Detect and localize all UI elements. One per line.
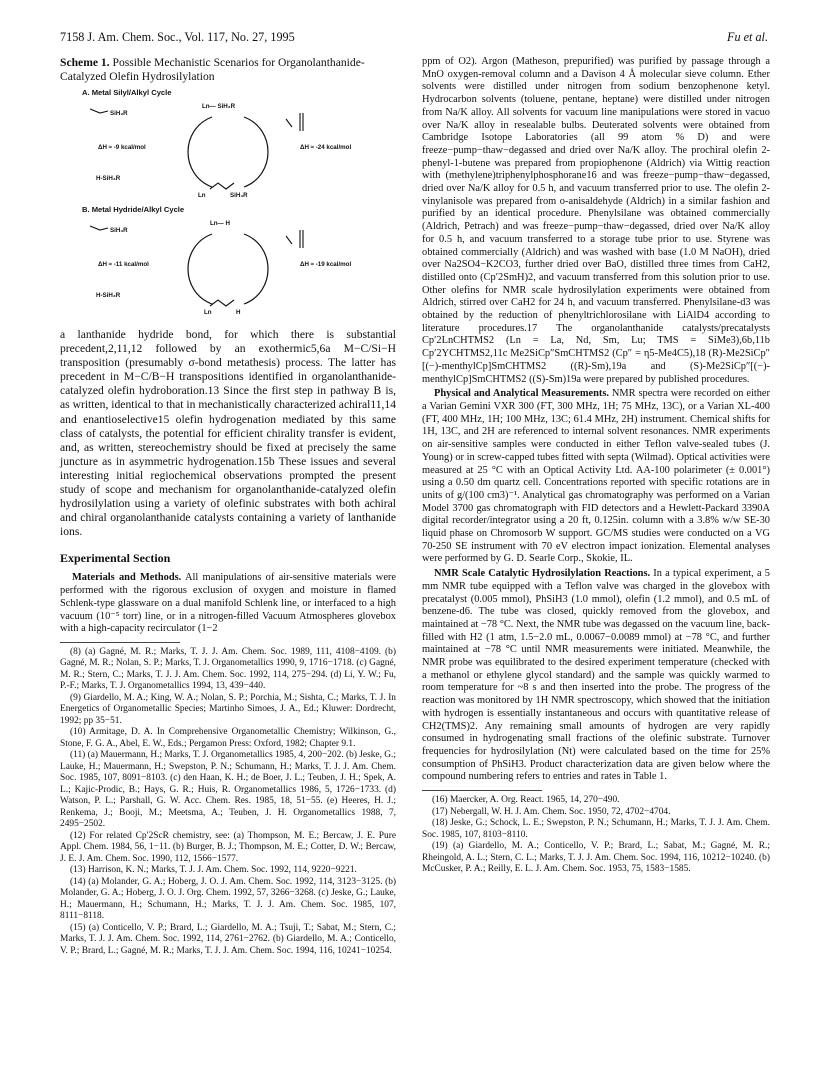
nmr-paragraph xyxy=(422,568,770,784)
footnote: (9) Giardello, M. A.; King, W. A.; Nolan, S. P.; Porchia, M.; Sishta, C.; Marks, T. J. In Energetics of Organometallic Species; Martinho Simoes, J. A., Ed.; Kluwer: Dordrecht, 1992; pp 35−51. xyxy=(60,692,396,726)
scheme-title xyxy=(60,56,396,84)
scheme-b-title: B. Metal Hydride/Alkyl Cycle xyxy=(82,205,185,214)
footnote: (13) Harrison, K. N.; Marks, T. J. J. Am. Chem. Soc. 1992, 114, 9220−9221. xyxy=(70,865,357,876)
scheme-b-bottom-ln: Ln xyxy=(204,309,212,316)
scheme-a-bottom-si: SiH₃R xyxy=(230,192,248,199)
left-column xyxy=(60,56,396,957)
footnote: (10) Armitage, D. A. In Comprehensive Organometallic Chemistry; Wilkinson, G., Stone, F. G. A., Abel, E. W., Eds.; Pergamon Press: Oxford, 1982; Chapter 9.1. xyxy=(60,727,396,749)
alkyl-sketch-bottom-b xyxy=(210,300,234,306)
materials-continued: ppm of O2). Argon (Matheson, prepurified) was purified by passage through a MnO oxygen-removal column and a Davison 4 Å molecular sieve column. Ether solvents were distilled under nitrogen from sodium benzophenone ketyl. Hydrocarbon solvents (toluene, pentane, heptane) were distilled under nitrogen from Na/K alloy. All solvents for vacuum line manipulations were stored in vacuo over Na/K alloy in resealable bulbs. Deuterated solvents were obtained from Cambridge Isotope Laboratories (all 99 atom % D) and were freeze−pump−thaw−degassed and dried over Na/K alloy. The prochiral olefin 2-phenyl-1-butene was prepared from propiophenone (Aldrich) via Wittig reaction with (methylene)triphenylphosphorane16 and was freeze−pump−thaw−degassed, dried over Na/K alloy for 0.5 h, and vacuum transferred prior to use. The olefin 2-vinylanisole was prepared from o-anisaldehyde (Aldrich) in a similar fashion and purified by an identical procedure. Phenylsilane was obtained commercially (Aldrich, Petrach) and was freeze−pump−thaw−degassed, dried over Na/K alloy for 0.5 h, and vacuum transferred to a storage tube prior to use. Styrene was obtained commercially (Aldrich) and was washed with base (1.0 M NaOH), dried over Na2SO4−K2CO3, further dried over BaO, distilled three times from CaH2, distilled onto (Cp′2SmH)2, and vacuum transferred from this solution prior to use. Other olefins for NMR scale hydrosilylation experiments were obtained from Aldrich, stirred over CaH2 for 24 h, and vacuum transferred. Phenylsilane-d3 was obtained by the reduction of phenyltrichlorosilane with LiAlD4 according to literature procedures.17 The organolanthanide catalysts/precatalysts Cp′2LnCHTMS2 (Ln = La, Nd, Sm, Lu; TMS = SiMe3),6b,11b Cp′2YCHTMS2,11c Me2SiCp″SmCHTMS2 (Cp″ = η5-Me4C5),18 (R)-Me2SiCp″[(−)-menthylCp]SmCHTMS2 ((R)-Sm),19a and (S)-Me2SiCp″[(−)-menthylCp]SmCHTMS2 ((S)-Sm)19a were prepared by published procedures. xyxy=(422,56,770,385)
nmr-body: In a typical experiment, a 5 mm NMR tube equipped with a Teflon valve was charged in the glovebox with precatalyst (0.005 mmol), PhSiH3 (1.0 mmol), olefin (1.2 mmol), and 0.5 mL of benzene-d6. The tube was closed, quickly removed from the glovebox, and maintained at −78 °C. Next, the NMR tube was degassed on the vacuum line, back-filled with H2 (1 atm, 1.5−2.0 mL, 0.0067−0.0089 mmol) at −78 °C, and further maintained at −78 °C until NMR measurements were initiated. Meanwhile, the NMR probe was equilibrated to the desired experiment temperature (checked with a methanol or ethylene glycol standard) and the sample was quickly warmed to room temperature for ~8 s and then inserted into the probe. The progress of the reaction was monitored by 1H NMR spectroscopy, which showed that the initiation with hydrogen is essentially instantaneous and occurs with quantitative release of CH2(TMS)2. Any remaining small amounts of hydrogen are very rapidly consumed in hydrogenating small fractions of the olefinic substrate. Turnover frequencies for hydrosilylation (Nt) were calculated based on the time for 25% consumption of PhSiH3. Product characterization data are given below where the compound numbering refers to entries and rates in Table 1. xyxy=(422,568,770,783)
footnote: (14) (a) Molander, G. A.; Hoberg, J. O. J. Am. Chem. Soc. 1992, 114, 3123−3125. (b) Molander, G. A.; Hoberg, J. O. J. Org. Chem. 1992, 57, 3266−3268. (c) Jeske, G.; Lauke, H.; Mauermann, H.; Schumann, H.; Marks, T. J. J. Am. Chem. Soc. 1985, 107, 8111−8118. xyxy=(60,876,396,922)
alkyl-sketch-bottom xyxy=(210,183,234,189)
footnotes-left xyxy=(60,647,396,958)
scheme-a-dh-left: ΔH ≈ -9 kcal/mol xyxy=(98,144,146,151)
section-heading: Experimental Section xyxy=(60,551,171,566)
footnote: (19) (a) Giardello, M. A.; Conticello, V. P.; Brard, L.; Sabat, M.; Gagné, M. R.; Rheingold, A. L.; Stern, C. L.; Marks, T. J. J. Am. Chem. Soc. 1994, 116, 10212−10240. (b) McCusker, P. A.; Reilly, E. L. J. Am. Chem. Soc. 1953, 75, 1583−1585. xyxy=(422,841,770,875)
scheme-b-dh-left: ΔH ≈ -11 kcal/mol xyxy=(98,261,149,268)
catalytic-cycle-b xyxy=(188,234,268,304)
footnote: (17) Nebergall, W. H. J. Am. Chem. Soc. 1950, 72, 4702−4704. xyxy=(432,806,671,817)
nmr-heading: NMR Scale Catalytic Hydrosilylation Reactions. xyxy=(434,568,651,580)
scheme-label: Scheme 1. xyxy=(60,56,110,69)
scheme-b-silane: H-SiH₃R xyxy=(96,292,121,299)
footnote-divider xyxy=(60,642,180,643)
footnote-divider xyxy=(422,790,542,791)
materials-heading: Materials and Methods. xyxy=(72,572,182,584)
catalytic-cycle-a xyxy=(188,117,268,187)
scheme-a-diagram xyxy=(60,97,396,201)
scheme-a-top: Ln— SiH₃R xyxy=(202,103,236,110)
scheme-b-diagram xyxy=(60,214,396,318)
scheme-caption: Possible Mechanistic Scenarios for Organolanthanide-Catalyzed Olefin Hydrosilylation xyxy=(60,56,365,83)
author-header: Fu et al. xyxy=(727,30,768,44)
footnote: (11) (a) Mauermann, H.; Marks, T. J. Organometallics 1985, 4, 200−202. (b) Jeske, G.; Lauke, H.; Mauermann, H.; Swepston, P. N.; Schumann, H.; Marks, T. J. J. Am. Chem. Soc. 1985, 107, 8091−8103. (c) den Haan, K. H.; de Boer, J. L.; Teuben, J. H.; Spek, A. L.; Kajic-Prodic, B.; Hays, G. R.; Huis, R. Organometallics 1986, 5, 1726−1733. (d) Watson, P. L.; Parshall, G. W. Acc. Chem. Res. 1985, 18, 51−55. (e) Heeres, H. J.; Renkema, J.; Booji, M.; Meetsma, A.; Teuben, J. H. Organometallics 1988, 7, 2495−2502. xyxy=(60,750,396,830)
scheme-b-top: Ln— H xyxy=(210,220,230,227)
scheme-b-dh-right: ΔH ≈ -19 kcal/mol xyxy=(300,261,352,268)
olefin-sketch-left-b xyxy=(90,226,108,230)
physical-body: NMR spectra were recorded on either a Varian Gemini VXR 300 (FT, 300 MHz, 1H; 75 MHz, 13C), or a Varian XL-400 (FT, 400 MHz, 1H; 100 MHz, 13C; 61.4 MHz, 2H) instrument. Chemical shifts for 1H, 13C, and 2H are referenced to internal solvent resonances. NMR experiments on air-sensitive samples were conducted in either Teflon valve-sealed tubes (J. Young) or in screw-capped tubes fitted with septa (Wilmad). Optical activities were measured at 25 °C with an Optical Activity Ltd. AA-100 polarimeter (± 0.001°) using a 0.50 dm quartz cell. Concentrations reported with specific rotations are in units of g/(100 cm3)⁻¹. Analytical gas chromatography was performed on a Varian Model 3700 gas chromatograph with FID detectors and a Hewlett-Packard 3390A digital recorder/integrator using a 20 ft, 0.125in. column with a 3.8% w/w SE-30 liquid phase on Chromosorb W support. GC/MS studies were conducted on a VG 70-250 SE instrument with 70 eV electron impact ionization. Elemental analyses were performed by G. D. Searle Corp., Skokie, IL. xyxy=(422,388,770,565)
footnotes-right xyxy=(422,795,770,876)
scheme-a-bottom-ln: Ln xyxy=(198,192,206,199)
footnote: (18) Jeske, G.; Schock, L. E.; Swepston, P. N.; Schumann, H.; Marks, T. J. J. Am. Chem. Soc. 1985, 107, 8103−8110. xyxy=(422,818,770,840)
footnote: (16) Maercker, A. Org. React. 1965, 14, 270−490. xyxy=(432,795,620,806)
materials-paragraph xyxy=(60,572,396,636)
olefin-sketch-right xyxy=(286,113,303,131)
footnote: (12) For related Cp′2ScR chemistry, see: (a) Thompson, M. E.; Bercaw, J. E. Pure Appl. Chem. 1984, 56, 1−11. (b) Burger, B. J.; Thompson, M. E.; Cotter, D. W.; Bercaw, J. E. J. Am. Chem. Soc. 1990, 112, 1566−1577. xyxy=(60,830,396,864)
footnote: (15) (a) Conticello, V. P.; Brard, L.; Giardello, M. A.; Tsuji, T.; Sabat, M.; Stern, C.; Marks, T. J. J. Am. Chem. Soc. 1992, 114, 2761−2762. (b) Giardello, M. A.; Conticello, V. P.; Brard, L.; Gagné, M. R.; Marks, T. J. J. Am. Chem. Soc. 1994, 116, 10241−10254. xyxy=(60,922,396,956)
materials-body: All manipulations of air-sensitive materials were performed with the rigorous exclusion of oxygen and moisture in flamed Schlenk-type glassware on a dual manifold Schlenk line, or interfaced to a high vacuum (10⁻⁵ torr) line, or in a nitrogen-filled Vacuum Atmospheres glovebox with a high-capacity recirculator (1−2 xyxy=(60,572,396,635)
intro-paragraph: a lanthanide hydride bond, for which there is substantial precedent,2,11,12 followed by an exothermic5,6a M−C/Si−H transposition (presumably σ-bond metathesis) process. The latter has precedent in M−C/B−H transpositions identified in organolanthanide-catalyzed olefin hydroboration.13 Since the first step in pathway B is, as written, identical to that in mechanistically characterized achiral11,14 and enantioselective15 olefin hydrogenation mediated by this same class of catalysts, the potential for efficient chirality transfer is evident, and, as written, stereochemistry should be fixed at precisely the same juncture as in asymmetric hydrogenation.15b These issues and several interesting initial regiochemical observations prompted the present study of scope and mechanism for organolanthanide-catalyzed olefin hydrosilylation using a variety of olefinic substrates with both achiral and chiral organolanthanide catalysts containing a variety of lanthanide ions. xyxy=(60,328,396,539)
scheme-a-silane: H-SiH₃R xyxy=(96,175,121,182)
olefin-sketch-right-b xyxy=(286,230,303,248)
scheme-b-bottom-h: H xyxy=(236,309,241,316)
footnote: (8) (a) Gagné, M. R.; Marks, T. J. J. Am. Chem. Soc. 1989, 111, 4108−4109. (b) Gagné, M. R.; Nolan, S. P.; Marks, T. J. Organometallics 1990, 9, 1716−1718. (c) Gagné, M. R.; Stern, C.; Marks, T. J. J. Am. Chem. Soc. 1992, 114, 275−294. (d) Li, Y. W.; Fu, P.-F.; Marks, T. J. Organometallics 1994, 13, 439−440. xyxy=(60,646,396,692)
scheme-b-olefin: SiH₃R xyxy=(110,227,128,234)
right-column xyxy=(422,56,770,876)
scheme-a-dh-right: ΔH ≈ -24 kcal/mol xyxy=(300,144,352,151)
physical-paragraph xyxy=(422,388,770,566)
physical-heading: Physical and Analytical Measurements. xyxy=(434,388,610,400)
olefin-sketch-left xyxy=(90,109,108,113)
scheme-a-title: A. Metal Silyl/Alkyl Cycle xyxy=(82,88,172,97)
running-header xyxy=(60,30,768,48)
journal-citation: 7158 J. Am. Chem. Soc., Vol. 117, No. 27, 1995 xyxy=(60,30,295,44)
scheme-a-olefin: SiH₃R xyxy=(110,110,128,117)
